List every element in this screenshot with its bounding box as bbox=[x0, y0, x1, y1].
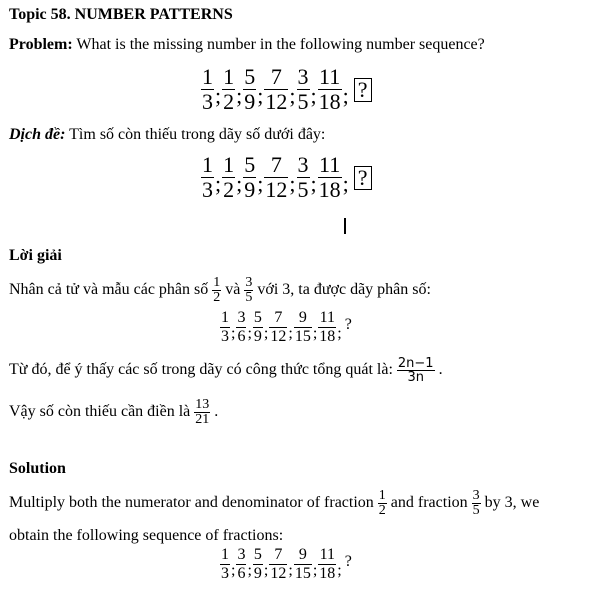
number-sequence bbox=[201, 66, 372, 113]
number-sequence-translated bbox=[201, 154, 372, 201]
fraction-three-fifths: $\frac{3}{5}$ bbox=[245, 274, 253, 305]
sequence-fraction: $\frac{1}{3}$ bbox=[202, 152, 213, 202]
expanded-sequence bbox=[220, 310, 352, 345]
sequence-separator: ; bbox=[236, 170, 243, 196]
sequence-fraction: $\frac{7}{12}$ bbox=[265, 64, 288, 114]
sequence-fraction: $\frac{5}{9}$ bbox=[244, 64, 256, 114]
sequence-separator: ; bbox=[257, 82, 264, 108]
missing-number-mark: ? bbox=[344, 552, 352, 570]
sequence-separator: ; bbox=[236, 82, 243, 108]
answer-fraction: $\frac{13}{21}$ bbox=[195, 396, 210, 427]
translation-text: Tìm số còn thiếu trong dãy số dưới đây: bbox=[65, 126, 326, 143]
sequence-fraction: $\frac{11}{18}$ bbox=[319, 546, 336, 582]
sequence-separator: ; bbox=[289, 170, 296, 196]
sequence-fraction: $\frac{1}{3}$ bbox=[221, 546, 229, 582]
sequence-separator: ; bbox=[263, 561, 269, 579]
solution-line-1: Multiply both the numerator and denominator of fraction $\frac{1}{2}$ and fraction $\frac{3}{5}$ by 3, we bbox=[9, 487, 540, 518]
sequence-separator: ; bbox=[247, 561, 252, 579]
solution-heading: Solution bbox=[9, 460, 66, 477]
sequence-fraction: $\frac{3}{6}$ bbox=[237, 546, 246, 582]
sequence-fraction: $\frac{1}{2}$ bbox=[223, 64, 235, 114]
loi-giai-line-3: Vậy số còn thiếu cần điền là $\frac{13}{21}$ . bbox=[9, 396, 219, 427]
sequence-fraction: $\frac{3}{6}$ bbox=[237, 309, 246, 345]
sequence-separator: ; bbox=[215, 170, 222, 196]
sequence-fraction: $\frac{5}{9}$ bbox=[253, 546, 262, 582]
sequence-fraction: $\frac{11}{18}$ bbox=[319, 309, 336, 345]
sequence-separator: ; bbox=[312, 324, 318, 342]
solution-expanded-sequence bbox=[220, 547, 352, 582]
sequence-fraction: $\frac{1}{3}$ bbox=[202, 64, 213, 114]
sequence-fraction: $\frac{7}{12}$ bbox=[270, 546, 287, 582]
sequence-separator: ; bbox=[312, 561, 318, 579]
sequence-separator: ; bbox=[215, 82, 222, 108]
missing-number-box: ? bbox=[354, 166, 372, 190]
sequence-fraction: $\frac{5}{9}$ bbox=[244, 152, 256, 202]
sequence-fraction: $\frac{3}{5}$ bbox=[297, 152, 309, 202]
sequence-separator: ; bbox=[288, 324, 293, 342]
sequence-fraction: $\frac{9}{15}$ bbox=[294, 546, 311, 582]
translation-label: Dịch đề: bbox=[9, 126, 66, 143]
loi-giai-heading: Lời giải bbox=[9, 247, 62, 264]
sequence-fraction: $\frac{5}{9}$ bbox=[253, 309, 262, 345]
sequence-separator: ; bbox=[257, 170, 264, 196]
sequence-fraction: $\frac{7}{12}$ bbox=[270, 309, 287, 345]
sequence-separator: ; bbox=[289, 82, 296, 108]
sequence-separator: ; bbox=[342, 170, 349, 196]
sequence-separator: ; bbox=[288, 561, 293, 579]
problem-text: What is the missing number in the following number sequence? bbox=[72, 36, 485, 53]
sequence-fraction: $\frac{11}{18}$ bbox=[318, 64, 341, 114]
loi-giai-line-1: Nhân cả tử và mẫu các phân số $\frac{1}{2}$ và $\frac{3}{5}$ với 3, ta được dãy phân số: bbox=[9, 274, 431, 305]
sequence-fraction: $\frac{9}{15}$ bbox=[294, 309, 311, 345]
missing-number-mark: ? bbox=[344, 315, 352, 333]
sequence-fraction: $\frac{1}{3}$ bbox=[221, 309, 229, 345]
sequence-fraction: $\frac{7}{12}$ bbox=[265, 152, 288, 202]
text-cursor bbox=[344, 218, 346, 234]
sequence-separator: ; bbox=[231, 561, 236, 579]
problem-statement bbox=[9, 35, 485, 55]
general-formula: $\frac{2n-1}{3n}$ bbox=[397, 355, 434, 385]
sequence-separator: ; bbox=[342, 82, 349, 108]
page-title: Topic 58. NUMBER PATTERNS bbox=[9, 6, 233, 23]
solution-fraction-three-fifths: $\frac{3}{5}$ bbox=[472, 487, 480, 518]
solution-line-2: obtain the following sequence of fractions: bbox=[9, 527, 284, 544]
sequence-fraction: $\frac{3}{5}$ bbox=[297, 64, 309, 114]
sequence-separator: ; bbox=[337, 324, 342, 342]
problem-label: Problem: bbox=[9, 36, 73, 53]
missing-number-box: ? bbox=[354, 78, 372, 102]
solution-fraction-one-half: $\frac{1}{2}$ bbox=[378, 487, 386, 518]
fraction-one-half: $\frac{1}{2}$ bbox=[213, 274, 221, 305]
sequence-separator: ; bbox=[337, 561, 342, 579]
sequence-fraction: $\frac{11}{18}$ bbox=[318, 152, 341, 202]
sequence-separator: ; bbox=[247, 324, 252, 342]
sequence-separator: ; bbox=[310, 170, 317, 196]
loi-giai-line-2: Từ đó, để ý thấy các số trong dãy có công thức tổng quát là: $\frac{2n-1}{3n}$ . bbox=[9, 355, 443, 385]
sequence-separator: ; bbox=[231, 324, 236, 342]
sequence-fraction: $\frac{1}{2}$ bbox=[223, 152, 235, 202]
sequence-separator: ; bbox=[263, 324, 269, 342]
translation-statement bbox=[9, 125, 325, 145]
sequence-separator: ; bbox=[310, 82, 317, 108]
